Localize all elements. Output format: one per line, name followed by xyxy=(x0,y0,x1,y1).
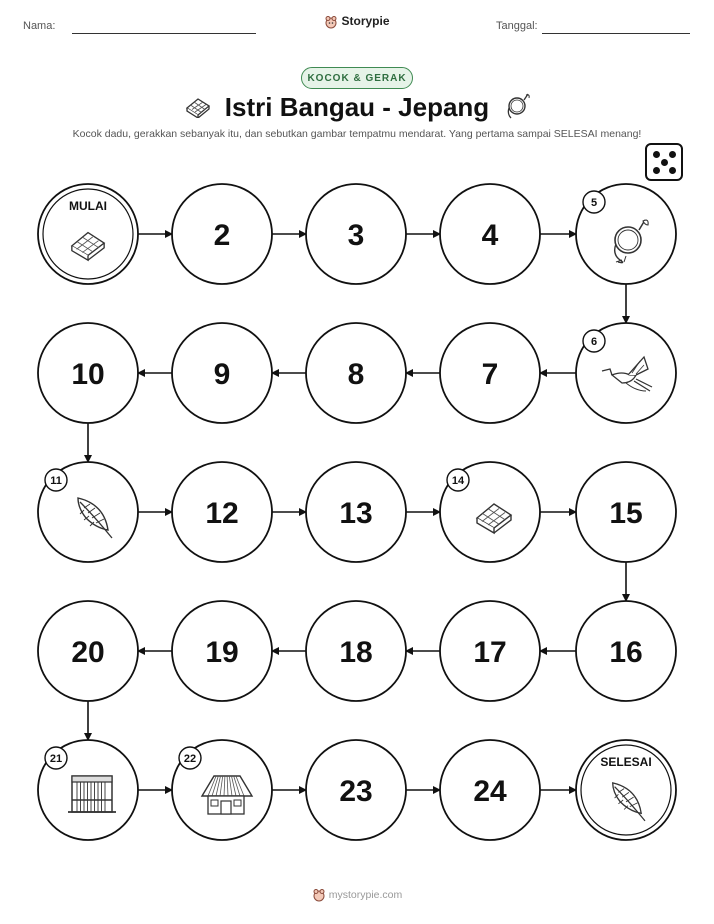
space-number: 3 xyxy=(347,219,365,252)
page-title: Istri Bangau - Jepang xyxy=(224,92,490,122)
space-number: 8 xyxy=(347,358,365,391)
space-number: 19 xyxy=(205,636,239,669)
board-space-14 xyxy=(440,462,540,562)
loom-icon xyxy=(68,776,116,812)
board-space-12 xyxy=(172,462,272,562)
footer-url: mystorypie.com xyxy=(328,888,403,901)
board-space-17 xyxy=(440,601,540,701)
start-space xyxy=(38,184,138,284)
board-space-10 xyxy=(38,323,138,423)
space-number: 2 xyxy=(213,219,231,252)
board-space-7 xyxy=(440,323,540,423)
space-number: 4 xyxy=(481,219,499,252)
space-number: 24 xyxy=(473,775,507,808)
brand-name: Storypie xyxy=(341,14,390,28)
space-number: 18 xyxy=(339,636,373,669)
board-space-6 xyxy=(576,323,676,423)
space-number: 6 xyxy=(590,336,598,348)
space-number: 13 xyxy=(339,497,373,530)
board-space-9 xyxy=(172,323,272,423)
board-space-20 xyxy=(38,601,138,701)
space-number: 23 xyxy=(339,775,373,808)
space-number: 15 xyxy=(609,497,643,530)
board-space-21 xyxy=(38,740,138,840)
space-number: 20 xyxy=(71,636,105,669)
space-number: 22 xyxy=(183,753,197,765)
space-number: 21 xyxy=(49,753,63,765)
footer xyxy=(0,888,714,902)
board-space-19 xyxy=(172,601,272,701)
space-number: 11 xyxy=(50,475,62,487)
board-space-23 xyxy=(306,740,406,840)
board-space-13 xyxy=(306,462,406,562)
storypie-logo-icon xyxy=(312,888,326,902)
start-label: MULAI xyxy=(69,199,107,213)
finish-space xyxy=(576,740,676,840)
space-number: 7 xyxy=(481,358,499,391)
board-space-2 xyxy=(172,184,272,284)
board-space-18 xyxy=(306,601,406,701)
space-number: 16 xyxy=(609,636,643,669)
space-number: 10 xyxy=(71,358,105,391)
board-space-4 xyxy=(440,184,540,284)
space-number: 9 xyxy=(213,358,231,391)
board-space-5 xyxy=(576,184,676,284)
date-label: Tanggal: xyxy=(496,20,538,32)
board-space-22 xyxy=(172,740,272,840)
board-space-24 xyxy=(440,740,540,840)
category-badge: KOCOK & GERAK xyxy=(301,67,413,89)
space-number: 12 xyxy=(205,497,239,530)
instructions: Kocok dadu, gerakkan sebanyak itu, dan sebutkan gambar tempatmu mendarat. Yang pertama sampai SELESAI menang! xyxy=(72,128,642,140)
name-label: Nama: xyxy=(23,20,56,32)
board-space-16 xyxy=(576,601,676,701)
board-space-8 xyxy=(306,323,406,423)
board-space-3 xyxy=(306,184,406,284)
board-space-15 xyxy=(576,462,676,562)
board-space-11 xyxy=(38,462,138,562)
space-number: 14 xyxy=(451,475,465,487)
space-number: 5 xyxy=(590,197,598,209)
finish-label: SELESAI xyxy=(600,755,652,769)
space-number: 17 xyxy=(473,636,507,669)
